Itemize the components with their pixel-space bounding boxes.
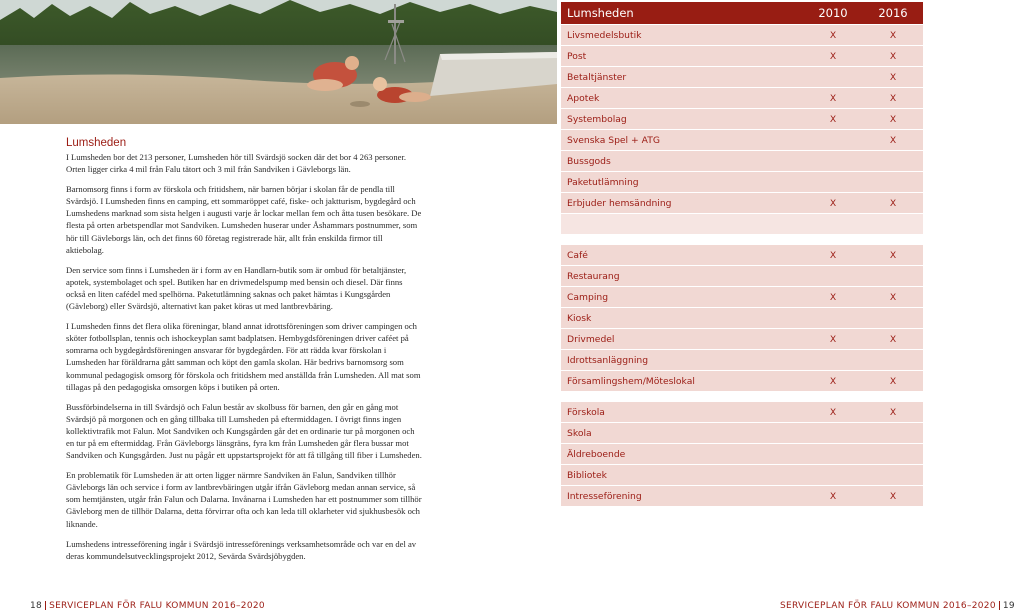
row-value-2016: X — [889, 92, 897, 104]
row-value-2016: X — [889, 134, 897, 146]
footer-title-left: SERVICEPLAN FÖR FALU KOMMUN 2016–2020 — [49, 601, 265, 611]
row-label: Erbjuder hemsändning — [567, 197, 672, 209]
row-label: Café — [567, 249, 588, 261]
article-paragraph: Bussförbindelserna in till Svärdsjö och Falun består av skolbuss för barnen, den går en gång mot Svärdsjö på morgonen och en gång tillbaka till Lumsheden på eftermiddagen. I övrigt finns ingen kollektivtrafik mot Falun. Mot Sandviken och Kungsgården går det en ordinarie tur på morgonen och en tur på em eftermiddag. Från Gävleborgs länsgräns, fyra km från Lumsheden går flera bussar mot Sandviken och Kungsgården. Just nu pågår ett uppstartsprojekt för att få tillgång till fiber i Lumsheden. — [66, 401, 422, 461]
row-value-2010: X — [829, 197, 837, 209]
row-label: Camping — [567, 291, 609, 303]
table-body — [561, 25, 923, 506]
row-label: Intresseförening — [567, 490, 642, 502]
row-value-2010: X — [829, 92, 837, 104]
table-title: Lumsheden — [567, 6, 634, 20]
service-table — [561, 2, 923, 506]
row-label: Bussgods — [567, 155, 611, 167]
row-value-2010: X — [829, 375, 837, 387]
row-label: Äldreboende — [567, 448, 626, 460]
row-label: Drivmedel — [567, 333, 615, 345]
page-number-left: 18 — [30, 601, 43, 611]
footer-separator — [45, 601, 46, 610]
row-value-2010: X — [829, 406, 837, 418]
row-label: Skola — [567, 427, 592, 439]
table-row — [561, 287, 923, 307]
row-value-2010: X — [829, 333, 837, 345]
row-label: Bibliotek — [567, 469, 607, 481]
row-value-2016: X — [889, 249, 897, 261]
table-row — [561, 266, 923, 286]
footer-separator — [999, 601, 1000, 610]
article-paragraph: Lumshedens intresseförening ingår i Svärdsjö intresseförenings verksamhetsområde och var en del av deras kommundelsutvecklingsprojekt 2012, Sevärda Svärdsjöbygden. — [66, 538, 417, 561]
table-row — [561, 444, 923, 464]
article-heading: Lumsheden — [66, 137, 127, 149]
column-2016: 2016 — [878, 6, 908, 20]
row-label: Idrottsanläggning — [567, 354, 649, 366]
table-row — [561, 193, 923, 213]
row-label: Förskola — [567, 406, 605, 418]
beach-photo-illustration — [0, 0, 557, 124]
row-label: Apotek — [567, 92, 600, 104]
table-row — [561, 88, 923, 108]
beach-photo — [0, 0, 557, 124]
table-row — [561, 308, 923, 328]
table-row — [561, 465, 923, 485]
table-row — [561, 423, 923, 443]
table-row — [561, 214, 923, 234]
table-row — [561, 402, 923, 422]
table-row — [561, 67, 923, 87]
row-value-2010: X — [829, 291, 837, 303]
row-value-2010: X — [829, 113, 837, 125]
table-row — [561, 245, 923, 265]
article-paragraph: Den service som finns i Lumsheden är i form av en Handlarn-butik som är ombud för betaltjänster, apotek, systembolaget och spel. Butiken har en drivmedelspump med bensin och diesel. Där finns också en liten cafédel med spelhörna. Paketutlämning saknas och paket hämtas i Kungsgården (Gävleborg) eller Svärdsjö, alternativt kan paket köras ut med lantbrevbäring. — [66, 264, 407, 312]
row-value-2016: X — [889, 29, 897, 41]
row-value-2016: X — [889, 291, 897, 303]
table-row — [561, 130, 923, 150]
article-paragraph: Barnomsorg finns i form av förskola och fritidshem, när barnen börjar i skolan får de pendla till Svärdsjö. I Lumsheden finns en camping, ett sommaröppet café, fiske- och jaktturism, bygdegård och Lumshedens marknad som sista helgen i augusti varje år lockar mellan fem och åtta tusen besökare. De flesta på orten arbetspendlar mot Sandviken. Lumsheden huserar under Åshammars postnummer, som hör till Gävleborgs län, och det finns 60 företag registrerade här, allt från enskilda firmor till aktiebolag. — [66, 184, 422, 255]
row-value-2010: X — [829, 249, 837, 261]
article-paragraph: En problematik för Lumsheden är att orten ligger närmre Sandviken än Falun, Sandviken tillhör Gävleborgs län och service i form av lantbrevbäringen utgår ifrån Gävleborg medan annan service, så som hemtjänsten, utgår från Falun och Dalarna. Invånarna i Lumsheden har ett postnummer som tillhör Gävleborg men de tillhör Dalarna, detta förvirrar ofta och kan leda till oklarheter vid sjukhusbesök och liknande. — [66, 470, 422, 529]
footer-right — [780, 601, 1015, 611]
row-label: Livsmedelsbutik — [567, 29, 642, 41]
row-label: Församlingshem/Möteslokal — [567, 375, 695, 387]
row-value-2016: X — [889, 490, 897, 502]
row-label: Kiosk — [567, 312, 592, 324]
row-value-2016: X — [889, 406, 897, 418]
table-row — [561, 151, 923, 171]
row-value-2010: X — [829, 50, 837, 62]
row-value-2010: X — [829, 29, 837, 41]
table-row — [561, 371, 923, 391]
table-group-gap — [561, 391, 923, 401]
row-label: Post — [567, 50, 587, 62]
row-value-2016: X — [889, 50, 897, 62]
row-value-2016: X — [889, 375, 897, 387]
table-row — [561, 329, 923, 349]
row-label: Restaurang — [567, 270, 620, 282]
row-value-2010: X — [829, 490, 837, 502]
article-paragraph: I Lumsheden finns det flera olika föreningar, bland annat idrottsföreningen som driver campingen och sköter fotbollsplan, tennis och ishockeyplan samt badplatsen. Hembygdsföreningen driver caféet på somrarna och bygdegårdsföreningen ansvarar för bygdegården. För att rädda kvar förskolan i Lumsheden har föräldrarna gått samman och köpt den gamla skolan. Här bedrivs barnomsorg som kommunal pedagogisk omsorg för förskola och fritidshem med anställda från Lumsheden. All mat som tillagas på den pedagogiska omsorgen köps i butiken på orten. — [66, 321, 421, 392]
row-label: Systembolag — [567, 113, 627, 125]
row-value-2016: X — [889, 197, 897, 209]
table-header — [561, 2, 923, 24]
table-row — [561, 46, 923, 66]
table-row — [561, 486, 923, 506]
table-group-gap — [561, 234, 923, 244]
row-value-2016: X — [889, 71, 897, 83]
article-paragraph: I Lumsheden bor det 213 personer, Lumsheden hör till Svärdsjö socken där det bor 4 263 personer. Orten ligger cirka 4 mil från Falu tätort och 3 mil från Sandviken i Gävleborgs län. — [66, 152, 406, 175]
article — [66, 136, 422, 570]
row-value-2016: X — [889, 333, 897, 345]
row-label: Svenska Spel + ATG — [567, 134, 660, 146]
row-value-2016: X — [889, 113, 897, 125]
table-row — [561, 350, 923, 370]
table-row — [561, 25, 923, 45]
page-number-right: 19 — [1002, 601, 1015, 611]
footer-left — [30, 601, 265, 611]
row-label: Paketutlämning — [567, 176, 639, 188]
column-2010: 2010 — [818, 6, 848, 20]
footer-title-right: SERVICEPLAN FÖR FALU KOMMUN 2016–2020 — [780, 601, 996, 611]
table-row — [561, 172, 923, 192]
table-row — [561, 109, 923, 129]
row-label: Betaltjänster — [567, 71, 627, 83]
